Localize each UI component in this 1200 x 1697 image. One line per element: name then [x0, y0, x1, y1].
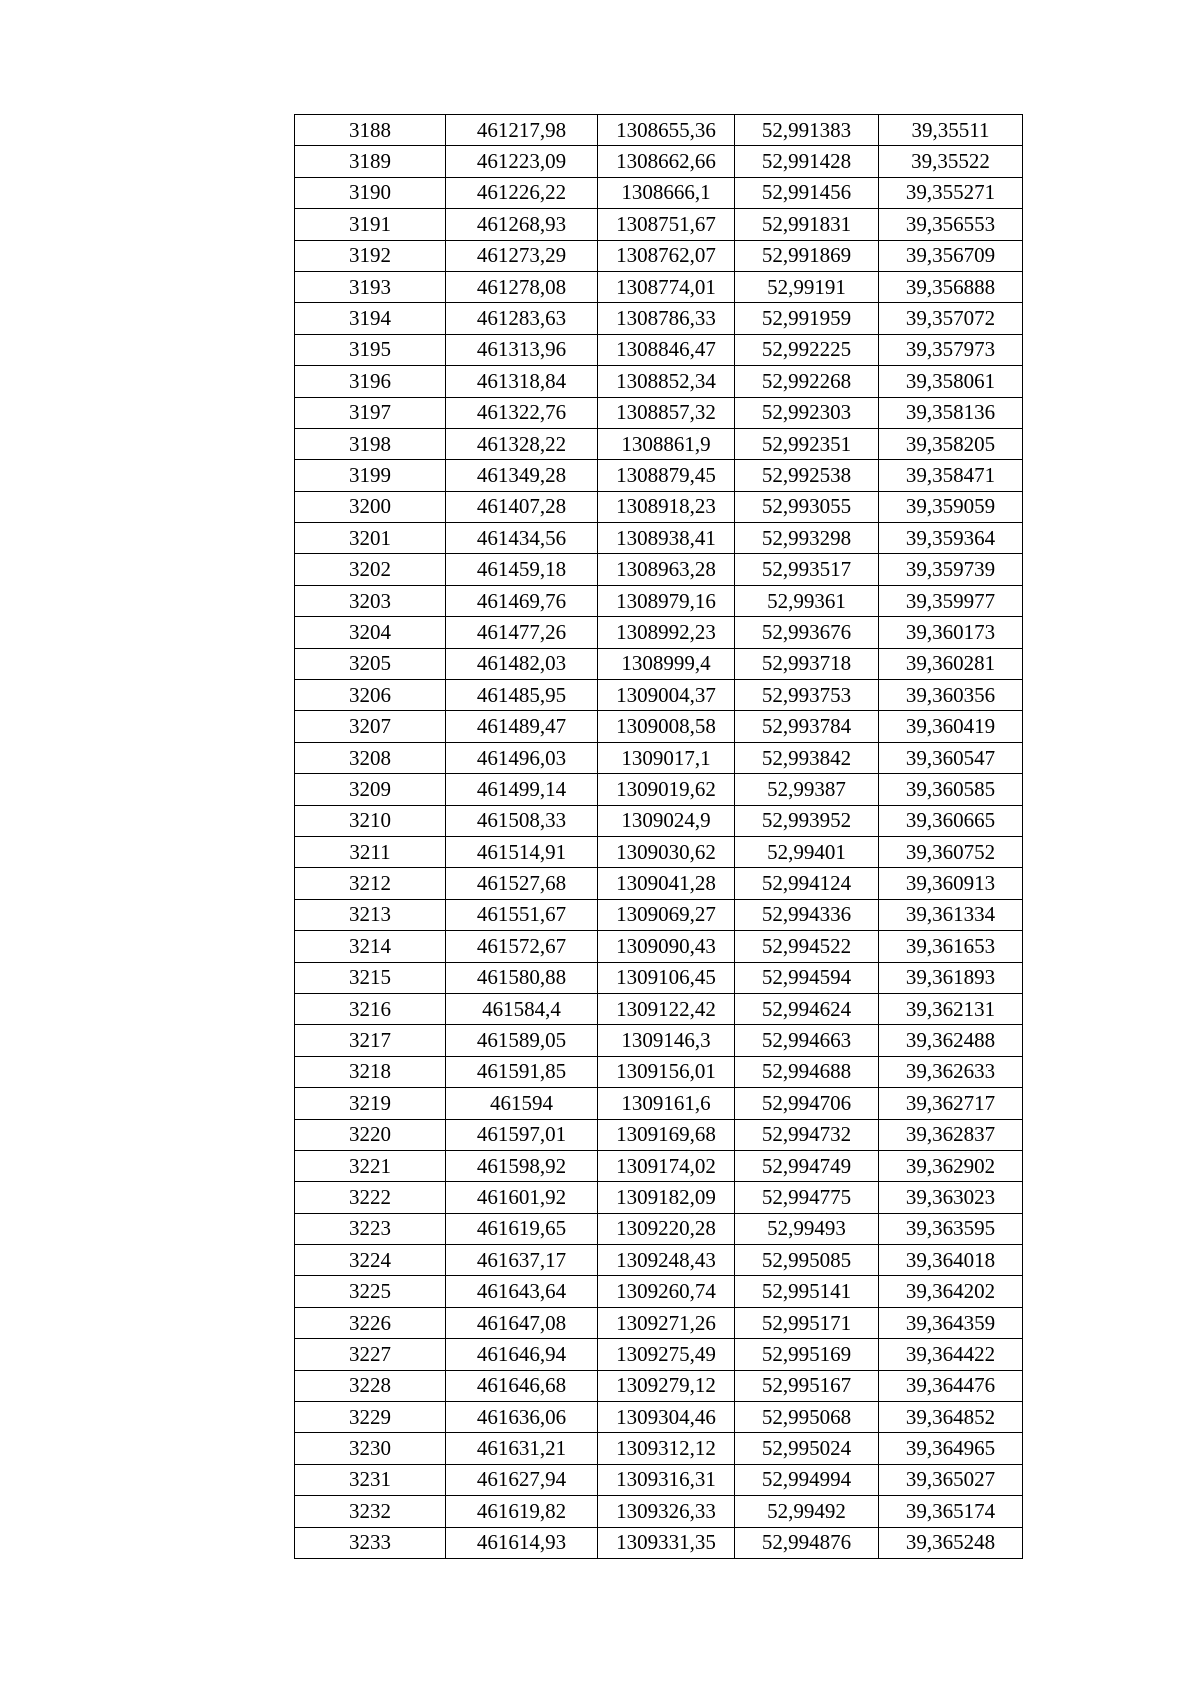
- latitude-cell: 52,993718: [735, 648, 879, 679]
- latitude-cell: 52,993753: [735, 680, 879, 711]
- y-coordinate-cell: 1309008,58: [598, 711, 735, 742]
- y-coordinate-cell: 1309220,28: [598, 1213, 735, 1244]
- table-row: [295, 460, 1023, 491]
- x-coordinate-cell: 461407,28: [446, 491, 598, 522]
- y-coordinate-cell: 1309326,33: [598, 1496, 735, 1527]
- point-number-cell: 3222: [295, 1182, 446, 1213]
- longitude-cell: 39,35522: [879, 146, 1023, 177]
- x-coordinate-cell: 461636,06: [446, 1402, 598, 1433]
- y-coordinate-cell: 1309279,12: [598, 1370, 735, 1401]
- longitude-cell: 39,364422: [879, 1339, 1023, 1370]
- x-coordinate-cell: 461631,21: [446, 1433, 598, 1464]
- longitude-cell: 39,362717: [879, 1088, 1023, 1119]
- longitude-cell: 39,360585: [879, 774, 1023, 805]
- longitude-cell: 39,362902: [879, 1150, 1023, 1181]
- latitude-cell: 52,991869: [735, 240, 879, 271]
- table-row: [295, 1433, 1023, 1464]
- point-number-cell: 3217: [295, 1025, 446, 1056]
- x-coordinate-cell: 461434,56: [446, 523, 598, 554]
- latitude-cell: 52,99387: [735, 774, 879, 805]
- point-number-cell: 3230: [295, 1433, 446, 1464]
- point-number-cell: 3190: [295, 177, 446, 208]
- x-coordinate-cell: 461643,64: [446, 1276, 598, 1307]
- latitude-cell: 52,994994: [735, 1464, 879, 1495]
- table-row: [295, 711, 1023, 742]
- latitude-cell: 52,994876: [735, 1527, 879, 1558]
- point-number-cell: 3198: [295, 428, 446, 459]
- point-number-cell: 3209: [295, 774, 446, 805]
- point-number-cell: 3225: [295, 1276, 446, 1307]
- point-number-cell: 3193: [295, 271, 446, 302]
- longitude-cell: 39,361893: [879, 962, 1023, 993]
- x-coordinate-cell: 461594: [446, 1088, 598, 1119]
- longitude-cell: 39,363023: [879, 1182, 1023, 1213]
- longitude-cell: 39,364476: [879, 1370, 1023, 1401]
- latitude-cell: 52,995169: [735, 1339, 879, 1370]
- longitude-cell: 39,365248: [879, 1527, 1023, 1558]
- y-coordinate-cell: 1308963,28: [598, 554, 735, 585]
- x-coordinate-cell: 461318,84: [446, 366, 598, 397]
- longitude-cell: 39,356709: [879, 240, 1023, 271]
- table-row: [295, 1025, 1023, 1056]
- longitude-cell: 39,362633: [879, 1056, 1023, 1087]
- point-number-cell: 3212: [295, 868, 446, 899]
- table-row: [295, 1276, 1023, 1307]
- x-coordinate-cell: 461217,98: [446, 115, 598, 146]
- x-coordinate-cell: 461482,03: [446, 648, 598, 679]
- y-coordinate-cell: 1309019,62: [598, 774, 735, 805]
- table-row: [295, 271, 1023, 302]
- x-coordinate-cell: 461313,96: [446, 334, 598, 365]
- latitude-cell: 52,992268: [735, 366, 879, 397]
- latitude-cell: 52,995167: [735, 1370, 879, 1401]
- latitude-cell: 52,992225: [735, 334, 879, 365]
- point-number-cell: 3218: [295, 1056, 446, 1087]
- x-coordinate-cell: 461580,88: [446, 962, 598, 993]
- longitude-cell: 39,360547: [879, 742, 1023, 773]
- table-row: [295, 1464, 1023, 1495]
- latitude-cell: 52,994663: [735, 1025, 879, 1056]
- latitude-cell: 52,994749: [735, 1150, 879, 1181]
- y-coordinate-cell: 1309122,42: [598, 993, 735, 1024]
- y-coordinate-cell: 1309260,74: [598, 1276, 735, 1307]
- y-coordinate-cell: 1308751,67: [598, 209, 735, 240]
- y-coordinate-cell: 1309069,27: [598, 899, 735, 930]
- y-coordinate-cell: 1309174,02: [598, 1150, 735, 1181]
- table-row: [295, 397, 1023, 428]
- table-row: [295, 648, 1023, 679]
- x-coordinate-cell: 461614,93: [446, 1527, 598, 1558]
- longitude-cell: 39,35511: [879, 115, 1023, 146]
- y-coordinate-cell: 1309161,6: [598, 1088, 735, 1119]
- y-coordinate-cell: 1309248,43: [598, 1245, 735, 1276]
- point-number-cell: 3191: [295, 209, 446, 240]
- point-number-cell: 3228: [295, 1370, 446, 1401]
- table-row: [295, 742, 1023, 773]
- table-row: [295, 585, 1023, 616]
- latitude-cell: 52,994336: [735, 899, 879, 930]
- table-row: [295, 1119, 1023, 1150]
- table-row: [295, 177, 1023, 208]
- x-coordinate-cell: 461268,93: [446, 209, 598, 240]
- point-number-cell: 3215: [295, 962, 446, 993]
- point-number-cell: 3223: [295, 1213, 446, 1244]
- x-coordinate-cell: 461349,28: [446, 460, 598, 491]
- table-row: [295, 868, 1023, 899]
- x-coordinate-cell: 461589,05: [446, 1025, 598, 1056]
- point-number-cell: 3194: [295, 303, 446, 334]
- y-coordinate-cell: 1308762,07: [598, 240, 735, 271]
- longitude-cell: 39,364359: [879, 1307, 1023, 1338]
- table-row: [295, 993, 1023, 1024]
- point-number-cell: 3216: [295, 993, 446, 1024]
- longitude-cell: 39,362837: [879, 1119, 1023, 1150]
- point-number-cell: 3196: [295, 366, 446, 397]
- latitude-cell: 52,991428: [735, 146, 879, 177]
- longitude-cell: 39,359364: [879, 523, 1023, 554]
- x-coordinate-cell: 461647,08: [446, 1307, 598, 1338]
- y-coordinate-cell: 1308979,16: [598, 585, 735, 616]
- longitude-cell: 39,359739: [879, 554, 1023, 585]
- point-number-cell: 3192: [295, 240, 446, 271]
- y-coordinate-cell: 1309146,3: [598, 1025, 735, 1056]
- table-row: [295, 303, 1023, 334]
- point-number-cell: 3220: [295, 1119, 446, 1150]
- latitude-cell: 52,995068: [735, 1402, 879, 1433]
- latitude-cell: 52,99492: [735, 1496, 879, 1527]
- longitude-cell: 39,363595: [879, 1213, 1023, 1244]
- table-row: [295, 491, 1023, 522]
- table-row: [295, 1213, 1023, 1244]
- point-number-cell: 3221: [295, 1150, 446, 1181]
- latitude-cell: 52,993784: [735, 711, 879, 742]
- longitude-cell: 39,358136: [879, 397, 1023, 428]
- x-coordinate-cell: 461646,94: [446, 1339, 598, 1370]
- point-number-cell: 3219: [295, 1088, 446, 1119]
- table-row: [295, 805, 1023, 836]
- table-row: [295, 962, 1023, 993]
- y-coordinate-cell: 1308999,4: [598, 648, 735, 679]
- table-row: [295, 523, 1023, 554]
- x-coordinate-cell: 461226,22: [446, 177, 598, 208]
- y-coordinate-cell: 1308938,41: [598, 523, 735, 554]
- table-row: [295, 1496, 1023, 1527]
- x-coordinate-cell: 461619,65: [446, 1213, 598, 1244]
- point-number-cell: 3204: [295, 617, 446, 648]
- longitude-cell: 39,359059: [879, 491, 1023, 522]
- y-coordinate-cell: 1308846,47: [598, 334, 735, 365]
- y-coordinate-cell: 1309017,1: [598, 742, 735, 773]
- x-coordinate-cell: 461322,76: [446, 397, 598, 428]
- longitude-cell: 39,360419: [879, 711, 1023, 742]
- latitude-cell: 52,995085: [735, 1245, 879, 1276]
- latitude-cell: 52,994688: [735, 1056, 879, 1087]
- point-number-cell: 3203: [295, 585, 446, 616]
- point-number-cell: 3226: [295, 1307, 446, 1338]
- table-row: [295, 1150, 1023, 1181]
- point-number-cell: 3205: [295, 648, 446, 679]
- x-coordinate-cell: 461508,33: [446, 805, 598, 836]
- longitude-cell: 39,361653: [879, 931, 1023, 962]
- table-row: [295, 240, 1023, 271]
- table-row: [295, 1339, 1023, 1370]
- x-coordinate-cell: 461489,47: [446, 711, 598, 742]
- longitude-cell: 39,364965: [879, 1433, 1023, 1464]
- y-coordinate-cell: 1308857,32: [598, 397, 735, 428]
- longitude-cell: 39,360356: [879, 680, 1023, 711]
- point-number-cell: 3202: [295, 554, 446, 585]
- y-coordinate-cell: 1308774,01: [598, 271, 735, 302]
- x-coordinate-cell: 461627,94: [446, 1464, 598, 1495]
- y-coordinate-cell: 1308918,23: [598, 491, 735, 522]
- latitude-cell: 52,992303: [735, 397, 879, 428]
- longitude-cell: 39,362488: [879, 1025, 1023, 1056]
- y-coordinate-cell: 1309041,28: [598, 868, 735, 899]
- longitude-cell: 39,355271: [879, 177, 1023, 208]
- point-number-cell: 3213: [295, 899, 446, 930]
- y-coordinate-cell: 1309304,46: [598, 1402, 735, 1433]
- x-coordinate-cell: 461278,08: [446, 271, 598, 302]
- y-coordinate-cell: 1308852,34: [598, 366, 735, 397]
- y-coordinate-cell: 1308879,45: [598, 460, 735, 491]
- x-coordinate-cell: 461591,85: [446, 1056, 598, 1087]
- longitude-cell: 39,360281: [879, 648, 1023, 679]
- x-coordinate-cell: 461527,68: [446, 868, 598, 899]
- longitude-cell: 39,360752: [879, 836, 1023, 867]
- x-coordinate-cell: 461514,91: [446, 836, 598, 867]
- longitude-cell: 39,356553: [879, 209, 1023, 240]
- table-row: [295, 836, 1023, 867]
- longitude-cell: 39,358205: [879, 428, 1023, 459]
- y-coordinate-cell: 1308662,66: [598, 146, 735, 177]
- latitude-cell: 52,994706: [735, 1088, 879, 1119]
- y-coordinate-cell: 1308666,1: [598, 177, 735, 208]
- table-row: [295, 1088, 1023, 1119]
- table-row: [295, 334, 1023, 365]
- longitude-cell: 39,357072: [879, 303, 1023, 334]
- longitude-cell: 39,364852: [879, 1402, 1023, 1433]
- point-number-cell: 3231: [295, 1464, 446, 1495]
- longitude-cell: 39,365027: [879, 1464, 1023, 1495]
- point-number-cell: 3197: [295, 397, 446, 428]
- x-coordinate-cell: 461619,82: [446, 1496, 598, 1527]
- x-coordinate-cell: 461637,17: [446, 1245, 598, 1276]
- y-coordinate-cell: 1309331,35: [598, 1527, 735, 1558]
- table-row: [295, 1370, 1023, 1401]
- x-coordinate-cell: 461572,67: [446, 931, 598, 962]
- latitude-cell: 52,994624: [735, 993, 879, 1024]
- longitude-cell: 39,364018: [879, 1245, 1023, 1276]
- x-coordinate-cell: 461646,68: [446, 1370, 598, 1401]
- x-coordinate-cell: 461273,29: [446, 240, 598, 271]
- point-number-cell: 3201: [295, 523, 446, 554]
- latitude-cell: 52,99493: [735, 1213, 879, 1244]
- longitude-cell: 39,360173: [879, 617, 1023, 648]
- point-number-cell: 3188: [295, 115, 446, 146]
- y-coordinate-cell: 1308655,36: [598, 115, 735, 146]
- table-row: [295, 1245, 1023, 1276]
- y-coordinate-cell: 1309312,12: [598, 1433, 735, 1464]
- x-coordinate-cell: 461584,4: [446, 993, 598, 1024]
- longitude-cell: 39,364202: [879, 1276, 1023, 1307]
- x-coordinate-cell: 461597,01: [446, 1119, 598, 1150]
- table-row: [295, 931, 1023, 962]
- y-coordinate-cell: 1309024,9: [598, 805, 735, 836]
- latitude-cell: 52,993055: [735, 491, 879, 522]
- coordinates-table-body: [295, 115, 1023, 1559]
- longitude-cell: 39,356888: [879, 271, 1023, 302]
- latitude-cell: 52,991383: [735, 115, 879, 146]
- y-coordinate-cell: 1309271,26: [598, 1307, 735, 1338]
- y-coordinate-cell: 1308861,9: [598, 428, 735, 459]
- point-number-cell: 3195: [295, 334, 446, 365]
- y-coordinate-cell: 1309090,43: [598, 931, 735, 962]
- latitude-cell: 52,99401: [735, 836, 879, 867]
- table-row: [295, 115, 1023, 146]
- latitude-cell: 52,993842: [735, 742, 879, 773]
- table-row: [295, 1527, 1023, 1558]
- x-coordinate-cell: 461598,92: [446, 1150, 598, 1181]
- x-coordinate-cell: 461223,09: [446, 146, 598, 177]
- point-number-cell: 3208: [295, 742, 446, 773]
- longitude-cell: 39,358061: [879, 366, 1023, 397]
- latitude-cell: 52,994732: [735, 1119, 879, 1150]
- table-row: [295, 617, 1023, 648]
- latitude-cell: 52,994522: [735, 931, 879, 962]
- y-coordinate-cell: 1308992,23: [598, 617, 735, 648]
- table-row: [295, 680, 1023, 711]
- y-coordinate-cell: 1309156,01: [598, 1056, 735, 1087]
- table-row: [295, 428, 1023, 459]
- point-number-cell: 3232: [295, 1496, 446, 1527]
- latitude-cell: 52,991831: [735, 209, 879, 240]
- latitude-cell: 52,993676: [735, 617, 879, 648]
- point-number-cell: 3224: [295, 1245, 446, 1276]
- table-row: [295, 899, 1023, 930]
- latitude-cell: 52,993517: [735, 554, 879, 585]
- latitude-cell: 52,995171: [735, 1307, 879, 1338]
- point-number-cell: 3207: [295, 711, 446, 742]
- point-number-cell: 3189: [295, 146, 446, 177]
- longitude-cell: 39,359977: [879, 585, 1023, 616]
- point-number-cell: 3200: [295, 491, 446, 522]
- longitude-cell: 39,365174: [879, 1496, 1023, 1527]
- table-row: [295, 774, 1023, 805]
- point-number-cell: 3229: [295, 1402, 446, 1433]
- x-coordinate-cell: 461328,22: [446, 428, 598, 459]
- latitude-cell: 52,99361: [735, 585, 879, 616]
- latitude-cell: 52,992538: [735, 460, 879, 491]
- longitude-cell: 39,360913: [879, 868, 1023, 899]
- y-coordinate-cell: 1309169,68: [598, 1119, 735, 1150]
- latitude-cell: 52,99191: [735, 271, 879, 302]
- x-coordinate-cell: 461499,14: [446, 774, 598, 805]
- longitude-cell: 39,357973: [879, 334, 1023, 365]
- y-coordinate-cell: 1309316,31: [598, 1464, 735, 1495]
- x-coordinate-cell: 461469,76: [446, 585, 598, 616]
- longitude-cell: 39,361334: [879, 899, 1023, 930]
- y-coordinate-cell: 1309004,37: [598, 680, 735, 711]
- latitude-cell: 52,995141: [735, 1276, 879, 1307]
- longitude-cell: 39,358471: [879, 460, 1023, 491]
- x-coordinate-cell: 461477,26: [446, 617, 598, 648]
- table-row: [295, 209, 1023, 240]
- x-coordinate-cell: 461485,95: [446, 680, 598, 711]
- coordinates-table: [294, 114, 1023, 1559]
- latitude-cell: 52,993952: [735, 805, 879, 836]
- y-coordinate-cell: 1308786,33: [598, 303, 735, 334]
- y-coordinate-cell: 1309106,45: [598, 962, 735, 993]
- point-number-cell: 3211: [295, 836, 446, 867]
- x-coordinate-cell: 461551,67: [446, 899, 598, 930]
- table-row: [295, 146, 1023, 177]
- x-coordinate-cell: 461601,92: [446, 1182, 598, 1213]
- y-coordinate-cell: 1309275,49: [598, 1339, 735, 1370]
- table-row: [295, 1056, 1023, 1087]
- y-coordinate-cell: 1309182,09: [598, 1182, 735, 1213]
- table-row: [295, 1402, 1023, 1433]
- latitude-cell: 52,995024: [735, 1433, 879, 1464]
- point-number-cell: 3214: [295, 931, 446, 962]
- latitude-cell: 52,992351: [735, 428, 879, 459]
- longitude-cell: 39,362131: [879, 993, 1023, 1024]
- latitude-cell: 52,991456: [735, 177, 879, 208]
- x-coordinate-cell: 461283,63: [446, 303, 598, 334]
- table-row: [295, 366, 1023, 397]
- latitude-cell: 52,991959: [735, 303, 879, 334]
- y-coordinate-cell: 1309030,62: [598, 836, 735, 867]
- longitude-cell: 39,360665: [879, 805, 1023, 836]
- point-number-cell: 3210: [295, 805, 446, 836]
- x-coordinate-cell: 461459,18: [446, 554, 598, 585]
- point-number-cell: 3227: [295, 1339, 446, 1370]
- table-row: [295, 554, 1023, 585]
- point-number-cell: 3206: [295, 680, 446, 711]
- x-coordinate-cell: 461496,03: [446, 742, 598, 773]
- latitude-cell: 52,994124: [735, 868, 879, 899]
- latitude-cell: 52,994775: [735, 1182, 879, 1213]
- latitude-cell: 52,993298: [735, 523, 879, 554]
- table-row: [295, 1182, 1023, 1213]
- point-number-cell: 3199: [295, 460, 446, 491]
- latitude-cell: 52,994594: [735, 962, 879, 993]
- table-row: [295, 1307, 1023, 1338]
- point-number-cell: 3233: [295, 1527, 446, 1558]
